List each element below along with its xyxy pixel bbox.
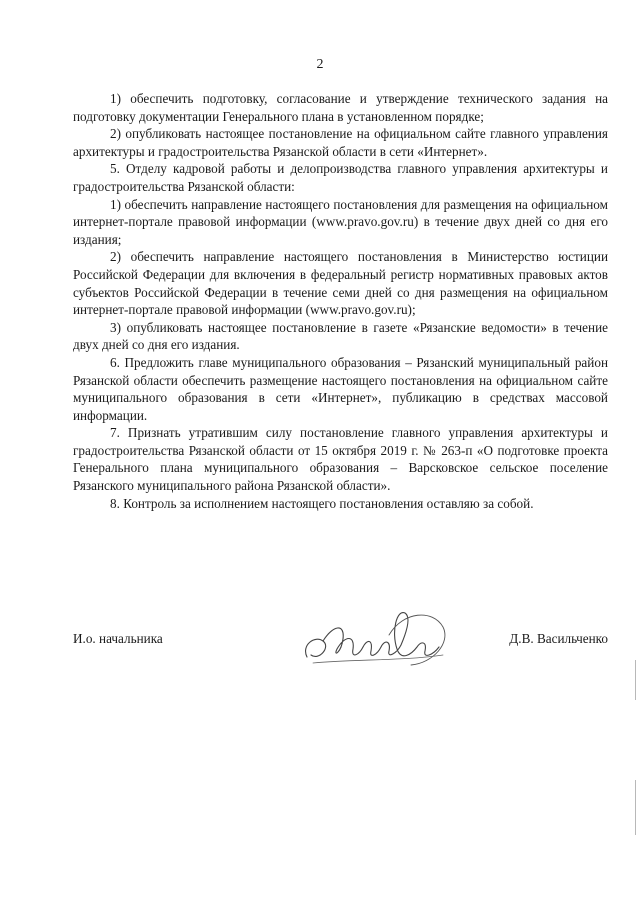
paragraph-section-6: 6. Предложить главе муниципального образования – Рязанский муниципальный район Рязанской области обеспечить размещение настоящего постановления на официальном сайте муниципального образования в сети «Интернет», публикацию в средствах массовой информации. (73, 354, 608, 423)
document-body (73, 90, 608, 512)
signer-name: Д.В. Васильченко (509, 631, 608, 646)
signature-block (73, 605, 608, 675)
scan-edge-mark (635, 780, 636, 835)
scan-edge-mark (635, 660, 636, 700)
paragraph-item-2: 2) опубликовать настоящее постановление на официальном сайте главного управления архитектуры и градостроительства Рязанской области в сети «Интернет». (73, 126, 608, 159)
page-number: 2 (316, 57, 324, 72)
paragraph-section-5-item-2: 2) обеспечить направление настоящего постановления в Министерство юстиции Российской Федерации для включения в федеральный регистр нормативных правовых актов субъектов Российской Федерации в течение семи дней со дня размещения на официальном интернет-портале правовой информации (www.pravo.gov.ru); (73, 249, 608, 318)
handwritten-signature (293, 605, 463, 673)
paragraph-section-5-item-1: 1) обеспечить направление настоящего постановления для размещения на официальном интернет-портале правовой информации (www.pravo.gov.ru) в течение двух дней со дня его издания; (73, 196, 608, 247)
paragraph-section-7: 7. Признать утратившим силу постановление главного управления архитектуры и градостроительства Рязанской области от 15 октября 2019 г. № 263-п «О подготовке проекта Генерального плана муниципального образования – Варсковское сельское поселение Рязанского муниципального района Рязанской области». (73, 425, 608, 494)
paragraph-section-8: 8. Контроль за исполнением настоящего постановления оставляю за собой. (110, 495, 534, 511)
paragraph-section-5: 5. Отделу кадровой работы и делопроизводства главного управления архитектуры и градостроительства Рязанской области: (73, 161, 608, 194)
paragraph-section-5-item-3: 3) опубликовать настоящее постановление в газете «Рязанские ведомости» в течение двух дней со дня его издания. (73, 319, 608, 353)
paragraph-item-1: 1) обеспечить подготовку, согласование и утверждение технического задания на подготовку документации Генерального плана в установленном порядке; (73, 91, 608, 124)
signer-title: И.о. начальника (73, 631, 163, 646)
